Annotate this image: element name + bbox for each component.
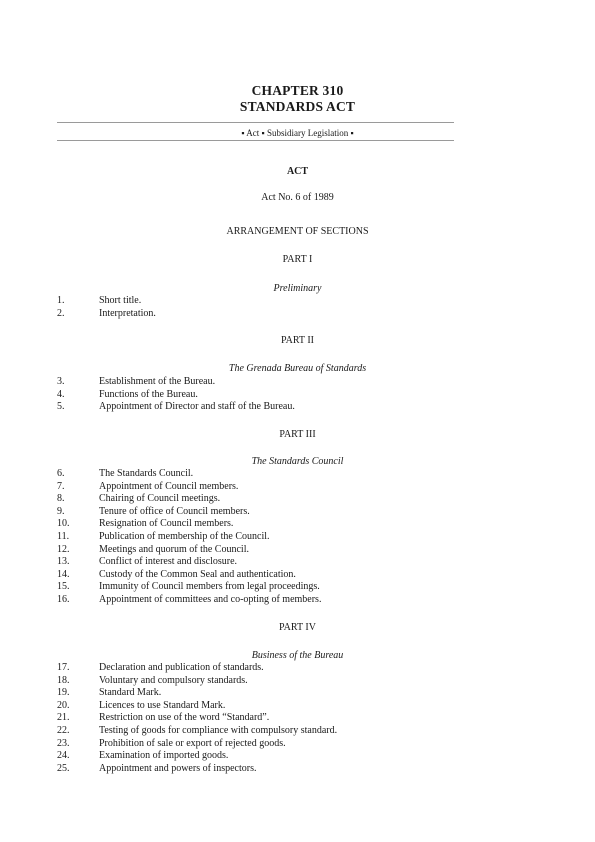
section-title[interactable]: Testing of goods for compliance with compulsory standard. bbox=[99, 725, 338, 736]
section-entry[interactable] bbox=[0, 518, 595, 530]
section-entry[interactable] bbox=[0, 738, 595, 750]
section-number: 5. bbox=[57, 401, 65, 413]
section-title[interactable]: Prohibition of sale or export of rejected goods. bbox=[99, 737, 286, 749]
section-title[interactable]: Appointment and powers of inspectors. bbox=[99, 762, 257, 774]
section-entry[interactable] bbox=[0, 295, 595, 307]
section-number: 12. bbox=[57, 543, 70, 555]
section-entry[interactable] bbox=[0, 725, 595, 737]
section-number: 25. bbox=[57, 762, 70, 774]
section-number: 20. bbox=[57, 699, 70, 711]
section-title[interactable]: Establishment of the Bureau. bbox=[99, 376, 216, 387]
section-number: 13. bbox=[57, 556, 70, 568]
part-subtitle: The Standards Council bbox=[251, 456, 344, 467]
section-entry[interactable] bbox=[0, 493, 595, 505]
section-number: 19. bbox=[57, 687, 70, 699]
top-divider bbox=[57, 122, 454, 123]
chapter-title: CHAPTER 310 bbox=[251, 83, 344, 98]
section-title[interactable]: Standard Mark. bbox=[99, 687, 162, 699]
section-title[interactable]: Appointment of Council members. bbox=[99, 480, 239, 492]
section-title[interactable]: Publication of membership of the Council. bbox=[99, 531, 270, 542]
section-entry[interactable] bbox=[0, 569, 595, 581]
bottom-divider bbox=[57, 140, 454, 141]
section-title[interactable]: Appointment of committees and co-opting of members. bbox=[99, 594, 322, 605]
nav-bullet: ▪ bbox=[350, 128, 354, 138]
section-entry[interactable] bbox=[0, 481, 595, 493]
section-entry[interactable] bbox=[0, 763, 595, 775]
section-entry[interactable] bbox=[0, 700, 595, 712]
section-title[interactable]: Restriction on use of the word “Standard”. bbox=[99, 712, 270, 724]
part-subtitle: Business of the Bureau bbox=[251, 650, 344, 661]
section-title[interactable]: Declaration and publication of standards. bbox=[99, 662, 264, 673]
section-title[interactable]: Resignation of Council members. bbox=[99, 518, 234, 530]
section-entry[interactable] bbox=[0, 389, 595, 401]
section-title[interactable]: Voluntary and compulsory standards. bbox=[99, 674, 248, 686]
act-number: Act No. 6 of 1989 bbox=[261, 192, 334, 203]
section-title[interactable]: Chairing of Council meetings. bbox=[99, 493, 221, 505]
section-number: 4. bbox=[57, 388, 65, 400]
section-number: 16. bbox=[57, 594, 70, 605]
section-title[interactable]: Examination of imported goods. bbox=[99, 750, 229, 762]
section-entry[interactable] bbox=[0, 401, 595, 413]
section-entry[interactable] bbox=[0, 376, 595, 388]
section-title[interactable]: The Standards Council. bbox=[99, 468, 194, 479]
section-entry[interactable] bbox=[0, 712, 595, 724]
section-title[interactable]: Tenure of office of Council members. bbox=[99, 505, 250, 517]
nav-link-subsidiary-legislation[interactable]: Subsidiary Legislation bbox=[266, 128, 349, 138]
section-title[interactable]: Conflict of interest and disclosure. bbox=[99, 556, 238, 568]
section-number: 2. bbox=[57, 307, 65, 319]
section-title[interactable]: Interpretation. bbox=[99, 307, 156, 319]
part-heading: PART III bbox=[279, 429, 316, 440]
section-number: 11. bbox=[57, 531, 70, 542]
part-subtitle: The Grenada Bureau of Standards bbox=[228, 363, 367, 374]
section-number: 17. bbox=[57, 662, 70, 673]
section-title[interactable]: Functions of the Bureau. bbox=[99, 388, 198, 400]
arrangement-heading: ARRANGEMENT OF SECTIONS bbox=[226, 226, 369, 237]
section-entry[interactable] bbox=[0, 687, 595, 699]
section-title[interactable]: Licences to use Standard Mark. bbox=[99, 699, 226, 711]
part-heading: PART I bbox=[282, 254, 313, 265]
section-entry[interactable] bbox=[0, 662, 595, 674]
section-number: 23. bbox=[57, 737, 70, 749]
part-heading: PART II bbox=[280, 335, 315, 346]
section-entry[interactable] bbox=[0, 544, 595, 556]
section-entry[interactable] bbox=[0, 506, 595, 518]
section-number: 8. bbox=[57, 493, 65, 505]
section-number: 15. bbox=[57, 581, 70, 593]
section-entry[interactable] bbox=[0, 531, 595, 543]
section-number: 24. bbox=[57, 750, 70, 762]
section-entry[interactable] bbox=[0, 594, 595, 606]
section-title[interactable]: Short title. bbox=[99, 295, 142, 306]
section-number: 6. bbox=[57, 468, 65, 479]
nav-link-act[interactable]: Act bbox=[246, 128, 260, 138]
section-title[interactable]: Custody of the Common Seal and authentication. bbox=[99, 568, 296, 580]
section-number: 9. bbox=[57, 505, 65, 517]
section-entry[interactable] bbox=[0, 308, 595, 320]
section-entry[interactable] bbox=[0, 581, 595, 593]
section-number: 3. bbox=[57, 376, 65, 387]
section-number: 7. bbox=[57, 480, 65, 492]
part-subtitle: Preliminary bbox=[273, 283, 322, 294]
nav-bullet: ▪ bbox=[241, 128, 245, 138]
section-number: 22. bbox=[57, 725, 70, 736]
section-entry[interactable] bbox=[0, 675, 595, 687]
section-title[interactable]: Immunity of Council members from legal proceedings. bbox=[99, 581, 320, 593]
section-entry[interactable] bbox=[0, 750, 595, 762]
section-number: 18. bbox=[57, 674, 70, 686]
section-entry[interactable] bbox=[0, 556, 595, 568]
section-title[interactable]: Appointment of Director and staff of the Bureau. bbox=[99, 401, 295, 413]
part-heading: PART IV bbox=[279, 622, 316, 633]
act-heading: ACT bbox=[286, 166, 309, 177]
section-number: 21. bbox=[57, 712, 70, 724]
nav-bullet: ▪ bbox=[261, 128, 265, 138]
section-number: 14. bbox=[57, 568, 70, 580]
section-entry[interactable] bbox=[0, 468, 595, 480]
section-number: 1. bbox=[57, 295, 65, 306]
document-nav bbox=[0, 127, 595, 139]
section-title[interactable]: Meetings and quorum of the Council. bbox=[99, 543, 249, 555]
act-title: STANDARDS ACT bbox=[239, 99, 356, 114]
section-number: 10. bbox=[57, 518, 70, 530]
